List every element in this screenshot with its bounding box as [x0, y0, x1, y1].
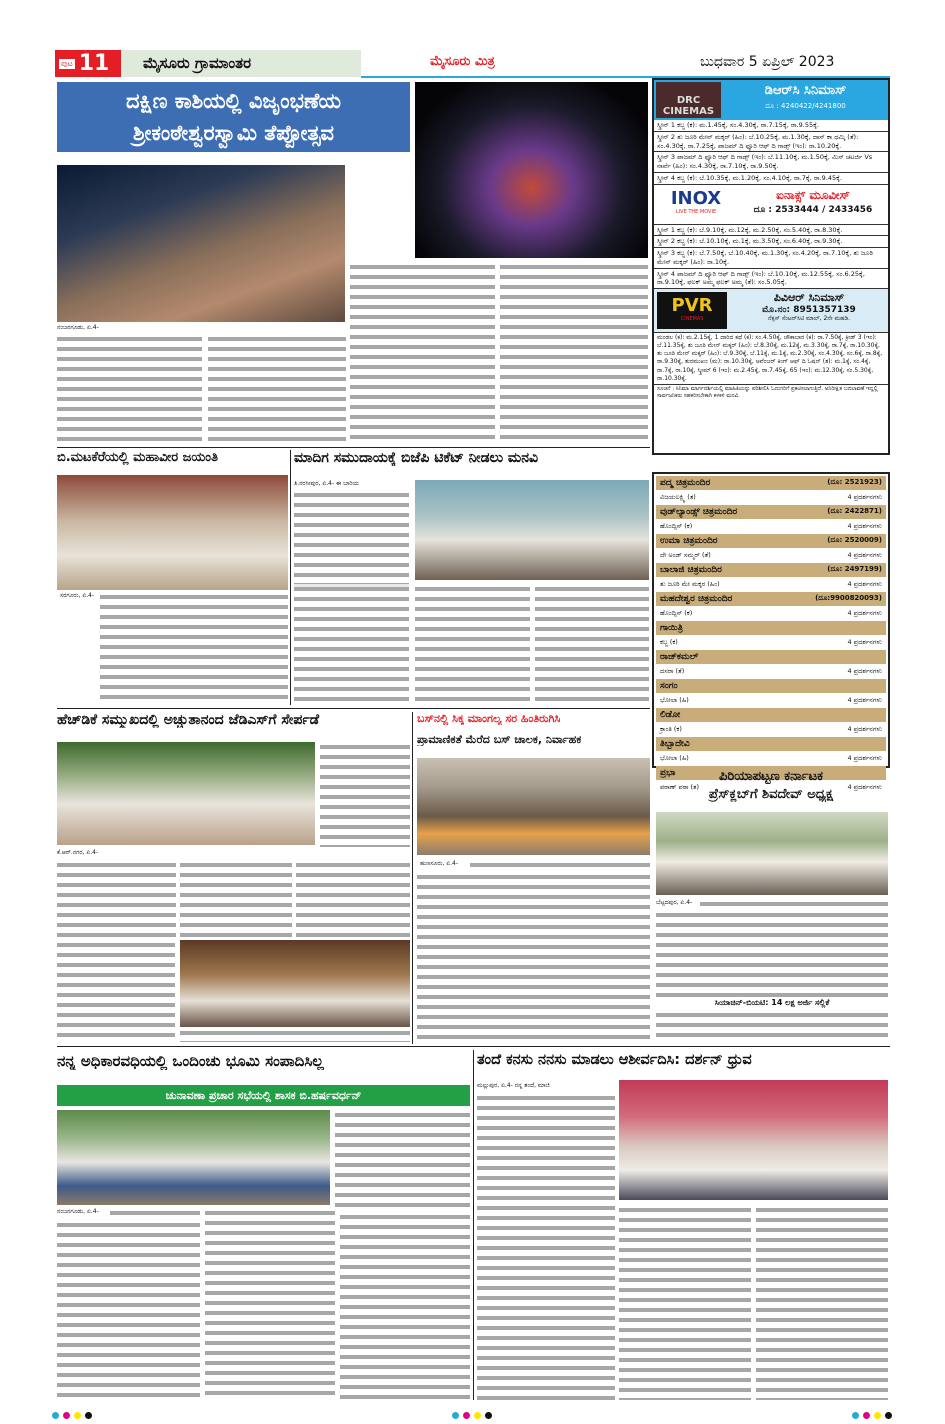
pvr-logo-sub: CINEMAS [680, 316, 704, 323]
article-text [335, 1110, 470, 1210]
headline: ತಂದೆ ಕನಸು ನನಸು ಮಾಡಲು ಆಶೀರ್ವದಿಸಿ: ದರ್ಶನ್ ಧ್ರುವ [477, 1053, 752, 1068]
theater-film-row [656, 491, 886, 504]
section-title: ಮೈಸೂರು ಗ್ರಾಮಾಂತರ [121, 50, 361, 77]
drc-name: ಡಿಆರ್‌ಸಿ ಸಿನಿಮಾಸ್ [764, 83, 847, 98]
headline: ಹೆಚ್‌ಡಿಕೆ ಸಮ್ಮುಖದಲ್ಲಿ ಅಚ್ಚುತಾನಂದ ಜೆಡಿಎಸ್‌ಗೆ ಸೇರ್ಪಡೆ [57, 713, 320, 728]
pvr-header [654, 289, 888, 333]
divider-vertical [473, 1050, 474, 1400]
theater-film-row [656, 607, 886, 620]
theater-name: ವುಡ್‌ಲ್ಯಾಂಡ್ಸ್ ಚಿತ್ರಮಂದಿರ [660, 507, 738, 517]
article-text [57, 1220, 200, 1400]
story-dateline: ಕೆ.ಆರ್.ನಗರ, ಏ.4- [57, 849, 99, 856]
theater-name: ಮಹದೇಶ್ವರ ಚಿತ್ರಮಂದಿರ [660, 594, 733, 604]
article-text [656, 910, 888, 998]
story-dateline: ಹುಣಸೂರು, ಏ.4- [420, 860, 458, 867]
article-text [294, 584, 409, 704]
article-text [205, 1208, 335, 1400]
theater-film-row [656, 752, 886, 765]
inox-logo: INOX [670, 187, 722, 209]
photo-float-illuminated [415, 82, 648, 258]
headline-box [57, 82, 410, 152]
drc-logo: DRC CINEMAS [656, 82, 721, 118]
divider-vertical [412, 712, 413, 1044]
pvr-name: ಪಿವಿಆರ್ ಸಿನಿಮಾಸ್ [773, 291, 845, 305]
article-text [619, 1205, 751, 1400]
theater-phone: (ದೂ: 2497199) [827, 565, 882, 573]
pvr-phone: ಮೊ.ನಂ: 8951357139 [762, 305, 856, 316]
headline-line-2: ಪ್ರಾಮಾಣಿಕತೆ ಮೆರೆದ ಬಸ್ ಚಾಲಕ, ನಿರ್ವಾಹಕ [417, 734, 582, 746]
screen-listing: ಸ್ಕ್ರೀನ್ 2 ಕಬ್ಜ (ಕ): ಬೆ.10.10ಕ್ಕೆ, ಮ.1ಕ್ಕೆ, ಮ.3.50ಕ್ಕೆ, ಸಂ.6.40ಕ್ಕೆ, ರಾ.9.30ಕ್ಕೆ. [654, 236, 888, 248]
article-text [208, 334, 346, 444]
theater-name: ಬಾಲಾಜಿ ಚಿತ್ರಮಂದಿರ [660, 565, 722, 575]
show-count: 4 ಪ್ರದರ್ಶನಗಳು [847, 667, 882, 675]
headline: ಮಾದಿಗ ಸಮುದಾಯಕ್ಕೆ ಬಿಜೆಪಿ ಟಿಕೆಟ್ ನೀಡಲು ಮನವಿ [294, 451, 539, 466]
photo-campaign-meeting [57, 1110, 330, 1205]
theater-name-row [656, 592, 886, 606]
drc-phone: ದೂ : 4240422/4241800 [765, 102, 846, 110]
drc-header [654, 80, 888, 120]
inox-phone: ದೂ : 2533444 / 2433456 [753, 204, 873, 215]
theater-film-row [656, 665, 886, 678]
screen-listing: ಸ್ಕ್ರೀನ್ 3 ಪಾಜಮ್ ದಿ ಫ್ಯೂರಿ ಆಫ್ ದಿ ಗಾಡ್ಸ್ (ಇಂ): ಬೆ.11.10ಕ್ಕೆ, ಮ.1.50ಕ್ಕೆ, ಮಿಸ್ ಚಟರ್ಜಿ Vs ನಾರ್ವೆ (ಹಿಂ): ಸಂ.4.30ಕ್ಕೆ, ರಾ.7.10ಕ್ಕೆ, ರಾ.9.50ಕ್ಕೆ. [654, 152, 888, 173]
story-dateline: ನಂಜನಗೂಡು, ಏ.4- [57, 1208, 99, 1215]
story-dateline: ಮಲ್ಲುಪುರ, ಏ.4- ನನ್ನ ತಂದೆ, ಮಾಜಿ [477, 1082, 550, 1089]
theater-film-row [656, 520, 886, 533]
screen-listing: ಸ್ಕ್ರೀನ್ 3 ಕಬ್ಜ (ಕ): ಬೆ.7.50ಕ್ಕೆ, ಬೆ.10.40ಕ್ಕೆ, ಮ.1.30ಕ್ಕೆ, ಸಂ.4.20ಕ್ಕೆ, ರಾ.7.10ಕ್ಕೆ, ತು ಜೂಠಿ ಮೇನ್ ಮಕ್ಕರ್ (ಹಿಂ): ರಾ.10ಕ್ಕೆ. [654, 248, 888, 269]
article-text [535, 584, 649, 704]
theater-phone: (ದೂ: 2520009) [827, 536, 882, 544]
theater-name-row [656, 679, 886, 693]
article-text [294, 490, 409, 590]
theater-name: ಸಂಗಂ [660, 681, 678, 691]
photo-madiga-community [415, 480, 649, 580]
masthead: ಮೈಸೂರು ಮಿತ್ರ [430, 54, 495, 69]
pvr-address: ನೆಕ್ಸಸ್ ಸೆಂಟರ್‌ಸಿಟಿ ಮಾಲ್, 2ನೇ ಮಹಡಿ. [767, 315, 851, 323]
headline: ನನ್ನ ಅಧಿಕಾರವಧಿಯಲ್ಲಿ ಒಂದಿಂಚು ಭೂಮಿ ಸಂಪಾದಿಸಿಲ್ಲ [57, 1053, 324, 1070]
inox-name: ಐನಾಕ್ಸ್ ಮೂವೀಸ್ [776, 187, 850, 202]
article-text [57, 860, 176, 938]
theater-film-row [656, 549, 886, 562]
film-title: ಭೋಲಾ (ಹಿ) [660, 696, 689, 704]
theater-name: ತಿಬ್ಬಾದೇವಿ [660, 739, 690, 749]
photo-caption [180, 1028, 410, 1042]
theater-name: ಉಮಾ ಚಿತ್ರಮಂದಿರ [660, 536, 718, 546]
theater-film-row [656, 636, 886, 649]
story-dateline: ನಂಜನಗೂಡು, ಏ.4- [57, 324, 99, 331]
photo-bus-crew-returns-chain [417, 758, 650, 855]
theater-name: ಗಾಯಿತ್ರಿ [660, 623, 683, 633]
issue-date: ಬುಧವಾರ 5 ಏಪ್ರಿಲ್ 2023 [700, 54, 835, 70]
divider [57, 708, 650, 709]
show-count: 4 ಪ್ರದರ್ಶನಗಳು [847, 551, 882, 559]
theater-film-row [656, 694, 886, 707]
screen-listing: ಸ್ಕ್ರೀನ್ 4 ಕಬ್ಜ (ಕ): ಬೆ.10.35ಕ್ಕೆ, ಮ.1.20ಕ್ಕೆ, ಸಂ.4.10ಕ್ಕೆ, ರಾ.7ಕ್ಕೆ, ರಾ.9.45ಕ್ಕೆ. [654, 173, 888, 185]
article-text [470, 860, 650, 870]
article-text [110, 1208, 200, 1218]
theater-name-row [656, 563, 886, 577]
article-text [350, 262, 495, 444]
page-number: 11 [78, 51, 110, 76]
theater-name-row [656, 737, 886, 751]
pvr-logo: PVR [671, 295, 713, 317]
theater-name: ಪ್ರಭಾ [660, 768, 676, 778]
article-text [756, 1205, 888, 1400]
show-count: 4 ಪ್ರದರ್ಶನಗಳು [847, 725, 882, 733]
subheadline: ಚುನಾವಣಾ ಪ್ರಚಾರ ಸಭೆಯಲ್ಲಿ ಶಾಸಕ ಬಿ.ಹರ್ಷವರ್ಧನ್ [57, 1085, 470, 1106]
theater-name: ಪದ್ಮ ಚಿತ್ರಮಂದಿರ [660, 478, 711, 488]
page-label: ಪುಟ [61, 58, 73, 68]
headline-line-2: ಪ್ರೆಸ್‌ಕ್ಲಬ್‌ಗೆ ಶಿವದೇವ್ ಅಧ್ಯಕ್ಷ [708, 788, 834, 802]
article-text [296, 860, 410, 937]
pvr-listing: ಮಂಡಲ (ಕ): ಮ.2.15ಕ್ಕೆ, 1 ದಾರಿದ ಕಥೆ (ಕ): ಸಂ.4.50ಕ್ಕೆ, ಚೌಕಾಬಾರ (ಕ): ರಾ.7.50ಕ್ಕೆ, ಕ್ರೀಡ್ 3 (ಇಂ): ಬೆ.11.35ಕ್ಕೆ, ತು ಜೂಠಿ ಮೇನ್ ಮಕ್ಕರ್ (ಹಿಂ): ಬೆ.8.30ಕ್ಕೆ, ಮ.12ಕ್ಕೆ, ಮ.3.30ಕ್ಕೆ, ರಾ.7ಕ್ಕೆ, ರಾ.10.30ಕ್ಕೆ, ತು ಜೂಠಿ ಮೇನ್ ಮಕ್ಕರ್ (ಹಿಂ): ಬೆ.9.30ಕ್ಕೆ, ಬೆ.11ಕ್ಕೆ, ಮ.1ಕ್ಕೆ, ಮ.2.30ಕ್ಕೆ, ಸಂ.4.30ಕ್ಕೆ, ಸಂ.6ಕ್ಕೆ, ರಾ.8ಕ್ಕೆ, ರಾ.9.30ಕ್ಕೆ, ತುರಮುಖಂ (ಮ): ರಾ.10.30ಕ್ಕೆ, ಅವೆಂಜರ್ ಕಿಂಗ್ ಆಫ್ ದಿ ಓಷನ್ (ತ): ಮ.1ಕ್ಕೆ, ಸಂ.4ಕ್ಕೆ, ರಾ.7ಕ್ಕೆ, ರಾ.10ಕ್ಕೆ, ಸ್ಕ್ರೀಮ್ 6 (ಇಂ): ಮ.2.45ಕ್ಕೆ, ರಾ.7.45ಕ್ಕೆ, 65 (ಇಂ): ಮ.12.30ಕ್ಕೆ, ಸಂ.5.30ಕ್ಕೆ, ರಾ.10.30ಕ್ಕೆ. [654, 333, 888, 385]
headline-line-1: ದಕ್ಷಿಣ ಕಾಶಿಯಲ್ಲಿ ವಿಜೃಂಭಣೆಯ [125, 89, 342, 113]
theater-film-row [656, 578, 886, 591]
article-text [656, 1010, 888, 1042]
film-title: ತು ಜೂಠಿ ಮೇ ಮಕ್ಕರ (ಹಿಂ) [660, 580, 720, 588]
headline: ಸಿಯಾಚಿನ್-ಬಿಯಟಿ: 14 ಲಕ್ಷ ಅರ್ಜಿ ಸಲ್ಲಿಕೆ [714, 999, 830, 1007]
photo-mahaveer-jayanthi [57, 475, 288, 590]
article-text [700, 899, 888, 909]
theater-phone: (ದೂ: 2521923) [827, 478, 882, 486]
photo-felicitation [180, 940, 410, 1027]
theater-name-row [656, 621, 886, 635]
theater-phone: (ದೂ: 2422871) [827, 507, 882, 515]
screen-listing: ಸ್ಕ್ರೀನ್ 4 ಪಾಜಮ್ ದಿ ಫ್ಯೂರಿ ಆಫ್ ದಿ ಗಾಡ್ಸ್ (ಇಂ): ಬೆ.10.10ಕ್ಕೆ, ಮ.12.55ಕ್ಕೆ, ಸಂ.6.25ಕ್ಕೆ, ರಾ.9.10ಕ್ಕೆ, ಫಲಕ್ ಅಮ್ಮ ಫಲಕ್ ಅಮ್ಮ (ತೆ): ಸಂ.5.05ಕ್ಕೆ. [654, 269, 888, 290]
film-title: ಭೋಲಾ (ಹಿ) [660, 754, 689, 762]
film-title: ಕ್ರಾಂತಿ (ಕ) [660, 725, 682, 733]
show-count: 4 ಪ್ರದರ್ಶನಗಳು [847, 609, 882, 617]
theater-name-row [656, 476, 886, 490]
film-title: ದೇ ಅಂಡ್ ಸಮ್ಮರ್ (ತೆ) [660, 551, 711, 559]
show-count: 4 ಪ್ರದರ್ಶನಗಳು [847, 522, 882, 530]
headline-line-2: ಶ್ರೀಕಂಠೇಶ್ವರಸ್ವಾಮಿ ತೆಪ್ಪೋತ್ಸವ [132, 121, 335, 145]
film-title: ಹೊಂದ್ಸಿಸ್ (ಕ) [660, 522, 693, 530]
article-text [320, 742, 410, 847]
theater-name-row [656, 650, 886, 664]
story-dateline: ಸರಗೂರು, ಏ.4- [60, 592, 95, 599]
theater-name: ಲಿಡೋ [660, 710, 681, 720]
article-text [180, 860, 292, 937]
screen-listing: ಸ್ಕ್ರೀನ್ 1 ಕಬ್ಜ (ಕ): ಬೆ.9.10ಕ್ಕೆ, ಮ.12ಕ್ಕೆ, ಮ.2.50ಕ್ಕೆ, ಸಂ.5.40ಕ್ಕೆ, ರಾ.8.30ಕ್ಕೆ. [654, 225, 888, 237]
show-count: 4 ಪ್ರದರ್ಶನಗಳು [847, 754, 882, 762]
photo-jds-joining [57, 742, 315, 845]
divider [57, 1046, 890, 1047]
inox-header [654, 185, 888, 225]
theater-name-row [656, 534, 886, 548]
print-registration-marks [450, 1404, 494, 1423]
film-title: ವಿಜಯಲಕ್ಷ್ಮಿ (ತ) [660, 493, 696, 501]
page-number-box [55, 50, 121, 77]
headline-line-1: ಬಸ್‌ನಲ್ಲಿ ಸಿಕ್ಕ ಮಾಂಗಲ್ಯ ಸರ ಹಿಂತಿರುಗಿಸಿ [417, 713, 561, 725]
headline: ಬಿ.ಮಟಕೆರೆಯಲ್ಲಿ ಮಹಾವೀರ ಜಯಂತಿ [57, 451, 218, 465]
film-title: ಪಠಾಣ್ ಪಠಾ (ತ) [660, 783, 700, 791]
screen-listing: ಸ್ಕ್ರೀನ್ 2 ತು ಜೂಠಿ ಮೇನ್ ಮಕ್ಕರ್ (ಹಿಂ): ಬೆ.10.25ಕ್ಕೆ, ಮ.1.30ಕ್ಕೆ, ದಾಸ್ ಕಾ ಧಮ್ಕಿ (ತೆ): ಸಂ.4.30ಕ್ಕೆ, ರಾ.7.25ಕ್ಕೆ, ಪಾಜಮ್ ದಿ ಫ್ಯೂರಿ ಆಫ್ ದಿ ಗಾಡ್ಸ್ (ಇಂ): ರಾ.10.20ಕ್ಕೆ. [654, 132, 888, 153]
inox-tagline: LIVE THE MOVIE [675, 208, 717, 215]
film-title: ಹೊಂದ್ಸಿಸ್ (ಕ) [660, 609, 693, 617]
theater-name: ರಾಜ್‌ಕಮಲ್ [660, 652, 699, 662]
cinema-note: ಸೂಚನೆ : ಸಿನಿಮಾ ಮಾರ್ಗದರ್ಶಿಯಲ್ಲಿ ಮಾಹಿತಿಯನ್ನು ಪರಿಶೀಲಿಸಿ ಓದುಗರಿಗೆ ಪ್ರಕಟಿಸಲಾಗುತ್ತಿದೆ. ಅನಿರೀಕ್ಷಿತ ಬದಲಾವಣೆ ಇದ್ದಲ್ಲಿ ಸಾರ್ವಜನಿಕರು ಸಹಕರಿಸಬೇಕಾಗಿ ಕಳಕಳಿ ಮನವಿ. [657, 385, 878, 400]
article-text [417, 872, 650, 1042]
photo-darshan-dhruva [619, 1080, 888, 1200]
show-count: 4 ಪ್ರದರ್ಶನಗಳು [847, 696, 882, 704]
theater-film-row [656, 723, 886, 736]
film-title: ಕಬ್ಜ (ಕ) [660, 638, 678, 646]
print-registration-marks [50, 1404, 94, 1423]
show-count: 4 ಪ್ರದರ್ಶನಗಳು [847, 783, 882, 791]
show-count: 4 ಪ್ರದರ್ಶನಗಳು [847, 580, 882, 588]
show-count: 4 ಪ್ರದರ್ಶನಗಳು [847, 638, 882, 646]
screen-listing: ಸ್ಕ್ರೀನ್ 1 ಕಬ್ಜ (ಕ): ಮ.1.45ಕ್ಕೆ, ಸಂ.4.30ಕ್ಕೆ, ರಾ.7.15ಕ್ಕೆ, ರಾ.9.55ಕ್ಕೆ. [654, 120, 888, 132]
story-dateline: ಬೆಟ್ಟದಪುರ, ಏ.4- [656, 899, 693, 906]
print-registration-marks [850, 1404, 894, 1423]
photo-teppotsava-crowd [57, 165, 345, 322]
film-title: ದಸರಾ (ತೆ) [660, 667, 685, 675]
article-text [100, 592, 288, 702]
theater-phone: (ದೂ:9900820093) [815, 594, 882, 602]
article-text [477, 1093, 615, 1400]
cinema-guide [652, 78, 890, 455]
article-text [57, 334, 202, 444]
divider [57, 447, 650, 448]
article-text [340, 1212, 470, 1400]
article-text [500, 262, 648, 444]
headline-line-1: ಪಿರಿಯಾಪಟ್ಟಣ ಕರ್ನಾಟಕ [719, 770, 823, 784]
article-text [415, 584, 530, 704]
divider-vertical [290, 450, 291, 705]
photo-press-club [656, 812, 888, 895]
theater-name-row [656, 708, 886, 722]
show-count: 4 ಪ್ರದರ್ಶನಗಳು [847, 493, 882, 501]
theater-name-row [656, 505, 886, 519]
article-text [57, 940, 175, 1040]
story-dateline: ತಿ.ನರಸೀಪುರ, ಏ.4- ಈ ಬಾರಿಯ [294, 480, 359, 487]
